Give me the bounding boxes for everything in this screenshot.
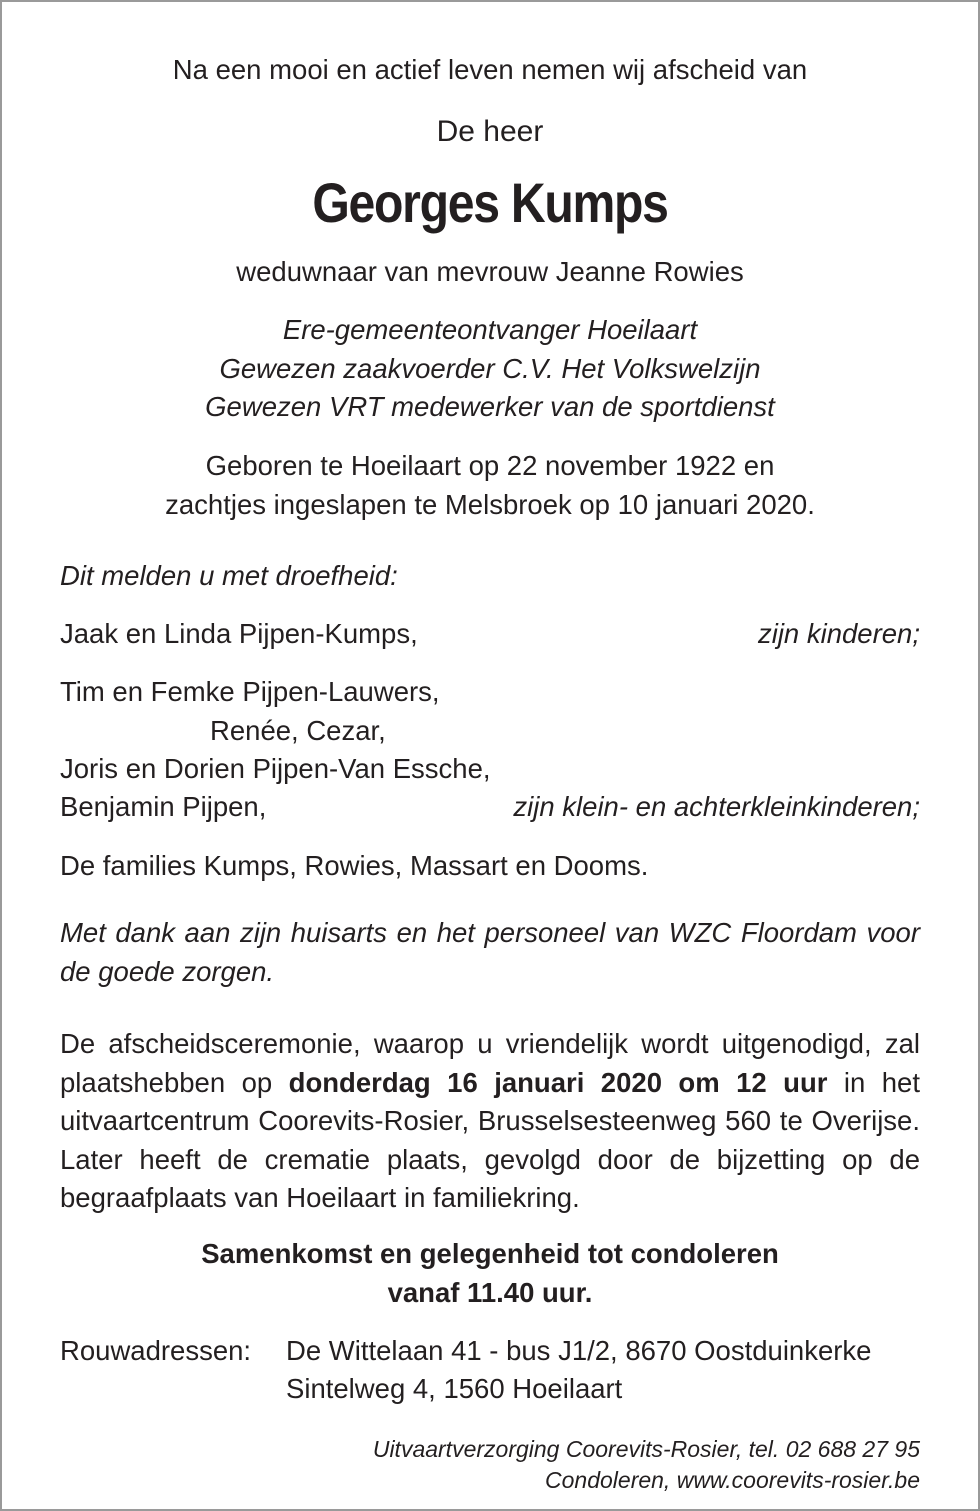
addresses-label: Rouwadressen: (60, 1335, 252, 1366)
families-line: De families Kumps, Rowies, Massart en Dooms. (60, 850, 649, 881)
grandchildren-line: Tim en Femke Pijpen-Lauwers, (60, 676, 440, 707)
death-line: zachtjes ingeslapen te Melsbroek op 10 januari 2020. (165, 489, 815, 520)
grandchildren-line: Joris en Dorien Pijpen-Van Essche, (60, 753, 491, 784)
title-line: Gewezen VRT medewerker van de sportdienst (205, 391, 775, 422)
children-role: zijn kinderen; (757, 618, 920, 649)
thanks-paragraph: Met dank aan zijn huisarts en het personeel van WZC Floordam voor de goede zorgen. (60, 917, 920, 987)
title-line: Gewezen zaakvoerder C.V. Het Volkswelzijn (219, 353, 761, 384)
condolence-website: Condoleren, www.coorevits-rosier.be (545, 1467, 920, 1493)
spouse-line: weduwnaar van mevrouw Jeanne Rowies (236, 256, 744, 287)
title-line: Ere-gemeenteontvanger Hoeilaart (282, 314, 698, 345)
birth-line: Geboren te Hoeilaart op 22 november 1922 en (205, 450, 775, 481)
gathering-line: Samenkomst en gelegenheid tot condoleren (201, 1238, 779, 1269)
address-line: De Wittelaan 41 - bus J1/2, 8670 Oostduinkerke (286, 1335, 872, 1366)
deceased-name: Georges Kumps (312, 171, 668, 234)
salutation: De heer (436, 115, 544, 148)
ceremony-text: De afscheidsceremonie, waarop u vriendelijk wordt uitgenodigd, zal plaatshebben op (60, 1028, 920, 1098)
ceremony-date: donderdag 16 januari 2020 om 12 uur (288, 1066, 828, 1098)
grandchildren-line: Renée, Cezar, (210, 715, 386, 746)
grandchildren-line: Benjamin Pijpen, (60, 791, 267, 822)
grandchildren-role: zijn klein- en achterkleinkinderen; (513, 791, 920, 822)
funeral-director: Uitvaartverzorging Coorevits-Rosier, tel. 02 688 27 95 (372, 1436, 920, 1462)
gathering-time: vanaf 11.40 uur. (387, 1277, 593, 1308)
ceremony-paragraph (60, 1025, 920, 1218)
intro-text: Na een mooi en actief leven nemen wij afscheid van (172, 54, 808, 85)
announcement-heading: Dit melden u met droefheid: (60, 560, 398, 591)
address-line: Sintelweg 4, 1560 Hoeilaart (286, 1373, 623, 1404)
children-names: Jaak en Linda Pijpen-Kumps, (60, 618, 418, 649)
ceremony-text: in het uitvaartcentrum Coorevits-Rosier, Brusselsesteenweg 560 te Overijse. Later heeft de crematie plaats, gevolgd door de bijzetting op de begraafplaats van Hoeilaart in familiekring. (60, 1066, 920, 1213)
